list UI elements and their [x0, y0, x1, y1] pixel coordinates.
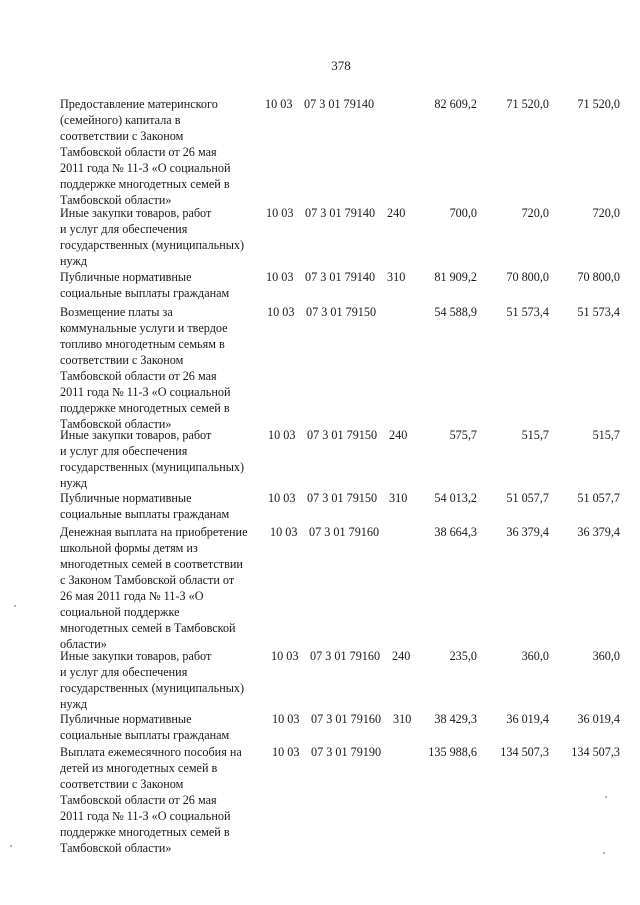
scan-speck — [605, 796, 607, 798]
row-section: 10 03 — [268, 428, 296, 442]
row-target-article: 07 3 01 79150 — [307, 491, 378, 505]
row-expense-type: 310 — [387, 270, 406, 284]
row-target-article: 07 3 01 79160 — [309, 525, 380, 539]
row-amount-1: 38 429,3 — [434, 712, 477, 726]
row-section: 10 03 — [268, 491, 296, 505]
row-amount-1: 82 609,2 — [434, 97, 477, 111]
scan-speck — [603, 852, 605, 854]
row-amount-2: 71 520,0 — [506, 97, 549, 111]
row-expense-type: 310 — [393, 712, 412, 726]
row-amount-2: 51 573,4 — [506, 305, 549, 319]
row-amount-1: 135 988,6 — [428, 745, 477, 759]
row-amount-1: 700,0 — [449, 206, 477, 220]
row-section: 10 03 — [266, 206, 294, 220]
row-description: Публичные нормативные социальные выплаты гражданам — [60, 270, 230, 300]
page-number: 378 — [331, 58, 351, 73]
row-amount-3: 70 800,0 — [577, 270, 620, 284]
row-description: Возмещение платы за коммунальные услуги и твердое топливо многодетным семьям в соответствии с Законом Тамбовской области от 26 мая 2011 года № 11-З «О социальной поддержке многодетных семей в Тамбовской области» — [60, 305, 231, 431]
scan-speck — [10, 845, 12, 847]
row-amount-2: 720,0 — [521, 206, 549, 220]
row-amount-2: 70 800,0 — [506, 270, 549, 284]
row-description: Публичные нормативные социальные выплаты гражданам — [60, 712, 230, 742]
row-target-article: 07 3 01 79140 — [304, 97, 375, 111]
row-amount-3: 720,0 — [592, 206, 620, 220]
row-section: 10 03 — [267, 305, 295, 319]
row-amount-2: 36 019,4 — [506, 712, 549, 726]
row-amount-3: 36 379,4 — [577, 525, 620, 539]
row-amount-2: 360,0 — [521, 649, 549, 663]
row-amount-1: 575,7 — [449, 428, 477, 442]
row-amount-1: 81 909,2 — [434, 270, 477, 284]
row-amount-3: 36 019,4 — [577, 712, 620, 726]
row-description: Денежная выплата на приобретение школьной формы детям из многодетных семей в соответствии с Законом Тамбовской области от 26 мая 2011 года № 11-З «О социальной поддержке многодетных семей в Тамбовской области» — [60, 525, 248, 651]
row-amount-1: 54 588,9 — [434, 305, 477, 319]
row-amount-3: 71 520,0 — [577, 97, 620, 111]
row-description: Иные закупки товаров, работ и услуг для обеспечения государственных (муниципальных) нужд — [60, 206, 245, 268]
row-description: Публичные нормативные социальные выплаты гражданам — [60, 491, 230, 521]
row-amount-3: 134 507,3 — [571, 745, 620, 759]
row-description: Предоставление материнского (семейного) капитала в соответствии с Законом Тамбовской области от 26 мая 2011 года № 11-З «О социальной поддержке многодетных семей в Тамбовской области» — [60, 97, 231, 207]
row-expense-type: 310 — [389, 491, 408, 505]
scan-speck — [14, 605, 16, 607]
row-amount-2: 134 507,3 — [500, 745, 549, 759]
row-section: 10 03 — [272, 712, 300, 726]
row-target-article: 07 3 01 79150 — [306, 305, 377, 319]
row-description: Выплата ежемесячного пособия на детей из многодетных семей в соответствии с Законом Тамбовской области от 26 мая 2011 года № 11-З «О социальной поддержке многодетных семей в Тамбовской области» — [60, 745, 242, 855]
row-expense-type: 240 — [387, 206, 406, 220]
row-target-article: 07 3 01 79190 — [311, 745, 382, 759]
row-amount-3: 515,7 — [592, 428, 620, 442]
row-section: 10 03 — [266, 270, 294, 284]
row-amount-3: 51 057,7 — [577, 491, 620, 505]
row-target-article: 07 3 01 79150 — [307, 428, 378, 442]
row-section: 10 03 — [265, 97, 293, 111]
row-amount-2: 515,7 — [521, 428, 549, 442]
row-section: 10 03 — [270, 525, 298, 539]
row-expense-type: 240 — [389, 428, 408, 442]
row-amount-1: 235,0 — [449, 649, 477, 663]
row-amount-2: 36 379,4 — [506, 525, 549, 539]
row-target-article: 07 3 01 79160 — [310, 649, 381, 663]
row-target-article: 07 3 01 79140 — [305, 270, 376, 284]
row-amount-1: 38 664,3 — [434, 525, 477, 539]
row-target-article: 07 3 01 79160 — [311, 712, 382, 726]
row-section: 10 03 — [271, 649, 299, 663]
row-amount-1: 54 013,2 — [434, 491, 477, 505]
row-description: Иные закупки товаров, работ и услуг для обеспечения государственных (муниципальных) нужд — [60, 428, 245, 490]
row-amount-2: 51 057,7 — [506, 491, 549, 505]
row-amount-3: 51 573,4 — [577, 305, 620, 319]
row-description: Иные закупки товаров, работ и услуг для обеспечения государственных (муниципальных) нужд — [60, 649, 245, 711]
row-target-article: 07 3 01 79140 — [305, 206, 376, 220]
row-section: 10 03 — [272, 745, 300, 759]
row-amount-3: 360,0 — [592, 649, 620, 663]
row-expense-type: 240 — [392, 649, 411, 663]
